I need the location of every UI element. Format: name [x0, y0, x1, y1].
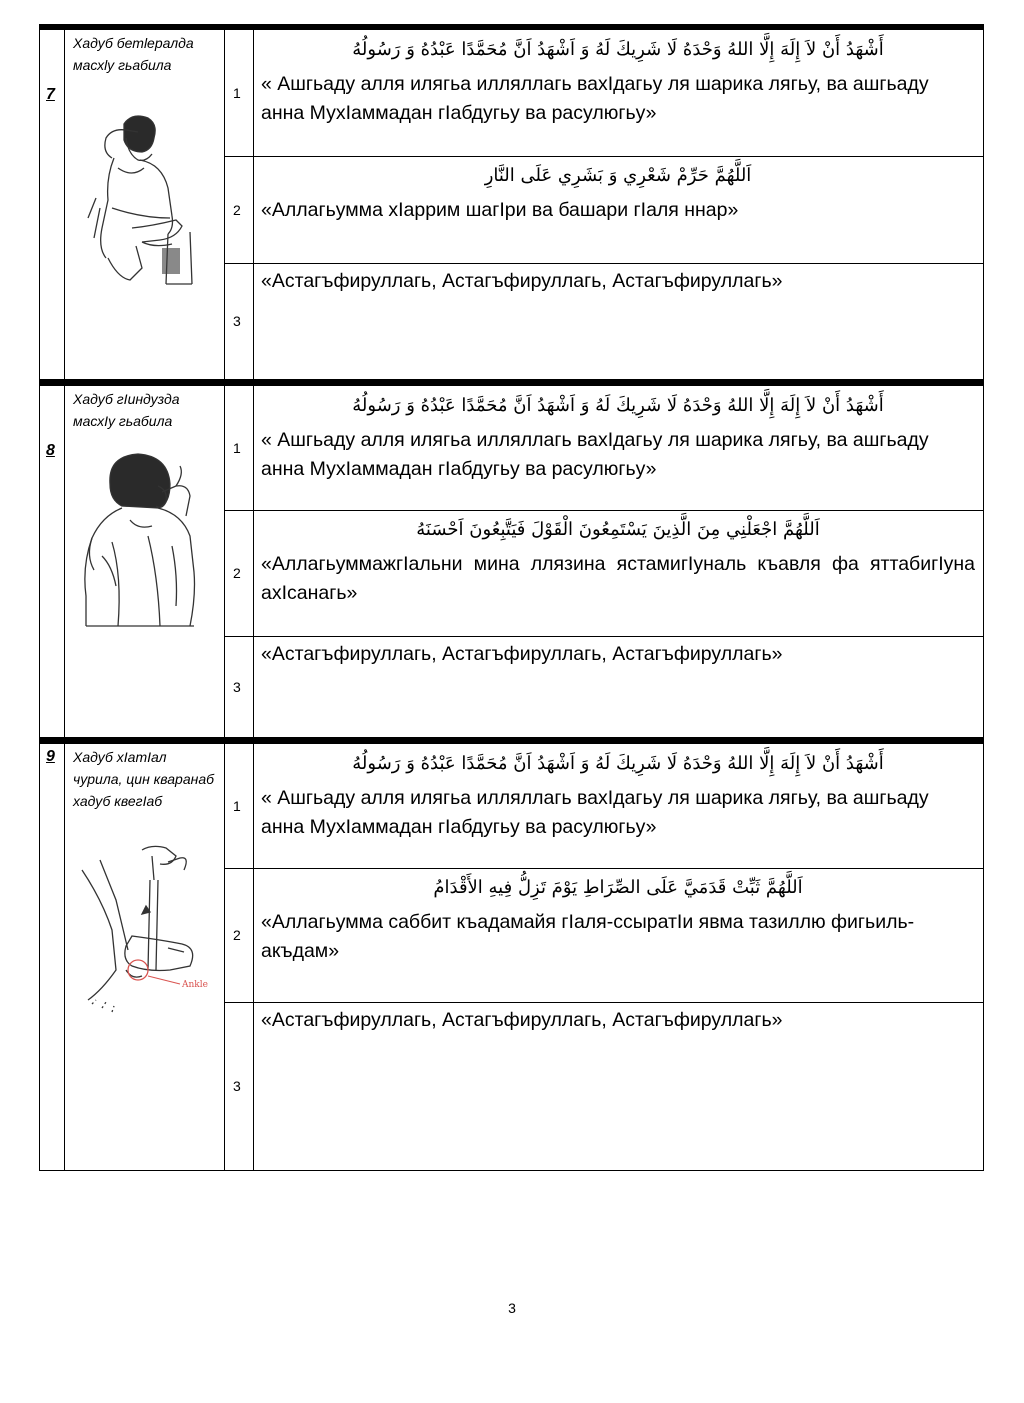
section-description: Хадуб бетlералда масхlу гьабила	[73, 35, 194, 73]
rows-area	[224, 386, 983, 737]
row-number: 1	[233, 798, 241, 814]
section-number: 7	[46, 86, 55, 103]
table-row	[224, 263, 983, 379]
row-number-cell	[224, 386, 254, 510]
transliteration-text: «Аллагьумма хIаррим шагIри ва башари гIаля ннар»	[261, 199, 739, 221]
row-number: 2	[233, 565, 241, 581]
arabic-text: اَللَّهُمَّ اجْعَلْنِي مِنَ الَّذِينَ يَسْتَمِعُونَ الْقَوْلَ فَيَتَّبِعُونَ اَحْسَنَهُ	[416, 519, 820, 540]
forehead-wipe-illustration	[72, 108, 222, 288]
transliteration-text: «АллагьуммажгIальни мина ллязина ястамигIуналь къавля фа яттабигIуна ахIсанагь»	[261, 553, 975, 604]
table-row	[224, 30, 983, 157]
description-cell	[64, 744, 225, 1170]
row-number-cell	[224, 263, 254, 379]
row-content	[253, 386, 983, 510]
transliteration-text: «Астагъфируллагь, Астагъфируллагь, Астагъфируллагь»	[261, 643, 783, 665]
table-row	[224, 744, 983, 869]
arabic-text: اَللَّهُمَّ ثَبِّتْ قَدَمَيَّ عَلَى الصِّرَاطِ يَوْمَ تَزِلُّ فِيهِ الأَقْدَامُ	[433, 877, 803, 898]
section-9	[39, 738, 984, 1171]
description-cell	[64, 30, 225, 379]
table-row	[224, 156, 983, 264]
row-content	[253, 868, 983, 1002]
ankle-label: Ankle	[182, 980, 208, 990]
foot-wash-illustration	[72, 840, 222, 1020]
arabic-text: أَشْهَدُ أَنْ لاَ إِلَهَ إِلَّا اللهُ وَحْدَهُ لَا شَرِيكَ لَهُ وَ اَشْهَدُ اَنَّ مُحَمَّدًا عَبْدُهُ وَ رَسُولُهُ	[352, 395, 884, 416]
section-description: Хадуб гIиндузда масхIу гьабила	[73, 391, 180, 429]
row-number-cell	[224, 30, 254, 156]
arabic-text: اَللَّهُمَّ حَرِّمْ شَعْرِي وَ بَشَرِي عَلَى النَّارِ	[484, 165, 752, 186]
section-number-cell	[40, 744, 65, 1170]
arabic-text: أَشْهَدُ أَنْ لاَ إِلَهَ إِلَّا اللهُ وَحْدَهُ لَا شَرِيكَ لَهُ وَ اَشْهَدُ اَنَّ مُحَمَّدًا عَبْدُهُ وَ رَسُولُهُ	[352, 753, 884, 774]
table-row	[224, 868, 983, 1003]
row-number-cell	[224, 868, 254, 1002]
row-number-cell	[224, 510, 254, 636]
row-number-cell	[224, 1002, 254, 1170]
row-number: 3	[233, 678, 241, 695]
row-content	[253, 744, 983, 868]
arabic-text: أَشْهَدُ أَنْ لاَ إِلَهَ إِلَّا اللهُ وَحْدَهُ لَا شَرِيكَ لَهُ وَ اَشْهَدُ اَنَّ مُحَمَّدًا عَبْدُهُ وَ رَسُولُهُ	[352, 39, 884, 60]
section-number-cell	[40, 386, 65, 737]
row-content	[253, 30, 983, 156]
row-number: 1	[233, 440, 241, 456]
section-number-cell	[40, 30, 65, 379]
section-number: 9	[46, 748, 55, 765]
row-content	[253, 1002, 983, 1170]
table-row	[224, 636, 983, 737]
row-number-cell	[224, 744, 254, 868]
table-row	[224, 386, 983, 511]
ear-wipe-illustration	[72, 446, 222, 636]
rows-area	[224, 30, 983, 379]
row-number: 3	[233, 313, 241, 329]
row-content	[253, 156, 983, 263]
description-cell	[64, 386, 225, 737]
row-number: 3	[233, 1078, 241, 1094]
section-7	[39, 24, 984, 380]
row-number: 2	[233, 927, 241, 943]
transliteration-text: «Аллагьумма саббит къадамайя гIаля-ссыратIи явма тазиллю фигьиль-акъдам»	[261, 911, 915, 962]
transliteration-text: «Астагъфируллагь, Астагъфируллагь, Астагъфируллагь»	[261, 1009, 783, 1031]
transliteration-text: « Ашгьаду алля илягьа илляллагь вахIдагьу ля шарика лягьу, ва ашгьаду анна МухIаммадан гIабдугьу ва расулюгьу»	[261, 429, 929, 480]
row-number: 1	[233, 85, 241, 101]
transliteration-text: «Астагъфируллагь, Астагъфируллагь, Астагъфируллагь»	[261, 270, 783, 292]
row-number-cell	[224, 156, 254, 263]
rows-area	[224, 744, 983, 1170]
table-row	[224, 510, 983, 637]
table-row	[224, 1002, 983, 1170]
section-description: Хадуб хIатIал чурила, цин кваранаб хадуб квегIаб	[73, 749, 214, 809]
transliteration-text: « Ашгьаду алля илягьа илляллагь вахIдагьу ля шарика лягьу, ва ашгьаду анна МухIаммадан гIабдугьу ва расулюгьу»	[261, 787, 929, 838]
page-number: 3	[508, 1300, 516, 1316]
row-number-cell	[224, 636, 254, 737]
transliteration-text: « Ашгьаду алля илягьа илляллагь вахIдагьу ля шарика лягьу, ва ашгьаду анна МухIаммадан гIабдугьу ва расулюгьу»	[261, 73, 929, 124]
row-number: 2	[233, 201, 241, 218]
section-number: 8	[46, 442, 55, 459]
row-content	[253, 263, 983, 379]
section-8	[39, 380, 984, 738]
row-content	[253, 636, 983, 737]
row-content	[253, 510, 983, 636]
